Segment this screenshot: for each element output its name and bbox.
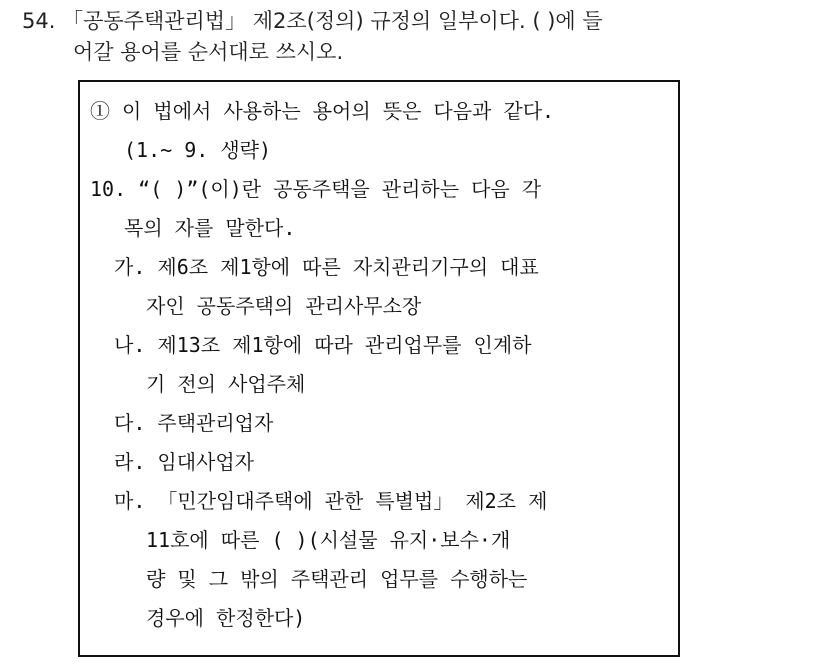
question-number: 54. xyxy=(22,9,56,33)
question-line-1 xyxy=(22,6,812,37)
excerpt-line-item-10: 10. “( )”(이)란 공동주택을 관리하는 다음 각 xyxy=(90,177,542,201)
excerpt-line-sub-ma-cont-1: 11호에 따른 ( )(시설물 유지·보수·개 xyxy=(146,528,511,552)
excerpt-line-sub-ga-cont: 자인 공동주택의 관리사무소장 xyxy=(146,294,422,318)
excerpt-line-omitted: (1.~ 9. 생략) xyxy=(124,138,272,162)
excerpt-line-item-10-cont: 목의 자를 말한다. xyxy=(124,216,296,240)
law-excerpt-box xyxy=(78,80,680,657)
excerpt-line-sub-ma: 마. 「민간임대주택에 관한 특별법」 제2조 제 xyxy=(114,489,548,513)
excerpt-line-sub-ga: 가. 제6조 제1항에 따른 자치관리기구의 대표 xyxy=(114,255,539,279)
excerpt-line-sub-ra: 라. 임대사업자 xyxy=(114,450,255,474)
excerpt-line-sub-ma-cont-3: 경우에 한정한다) xyxy=(146,606,306,630)
question-stem-part-1: 「공동주택관리법」 제2조(정의) 규정의 일부이다. ( )에 들 xyxy=(62,9,603,33)
excerpt-line-clause-1: ① 이 법에서 사용하는 용어의 뜻은 다음과 같다. xyxy=(90,99,555,123)
excerpt-line-sub-na-cont: 기 전의 사업주체 xyxy=(146,372,306,396)
law-excerpt-content xyxy=(90,92,554,638)
excerpt-line-sub-na: 나. 제13조 제1항에 따라 관리업무를 인계하 xyxy=(114,333,532,357)
excerpt-line-sub-ma-cont-2: 량 및 그 밖의 주택관리 업무를 수행하는 xyxy=(146,567,528,591)
question-line-2: 어갈 용어를 순서대로 쓰시오. xyxy=(73,40,344,64)
question-text xyxy=(22,6,812,68)
excerpt-line-sub-da: 다. 주택관리업자 xyxy=(114,411,274,435)
